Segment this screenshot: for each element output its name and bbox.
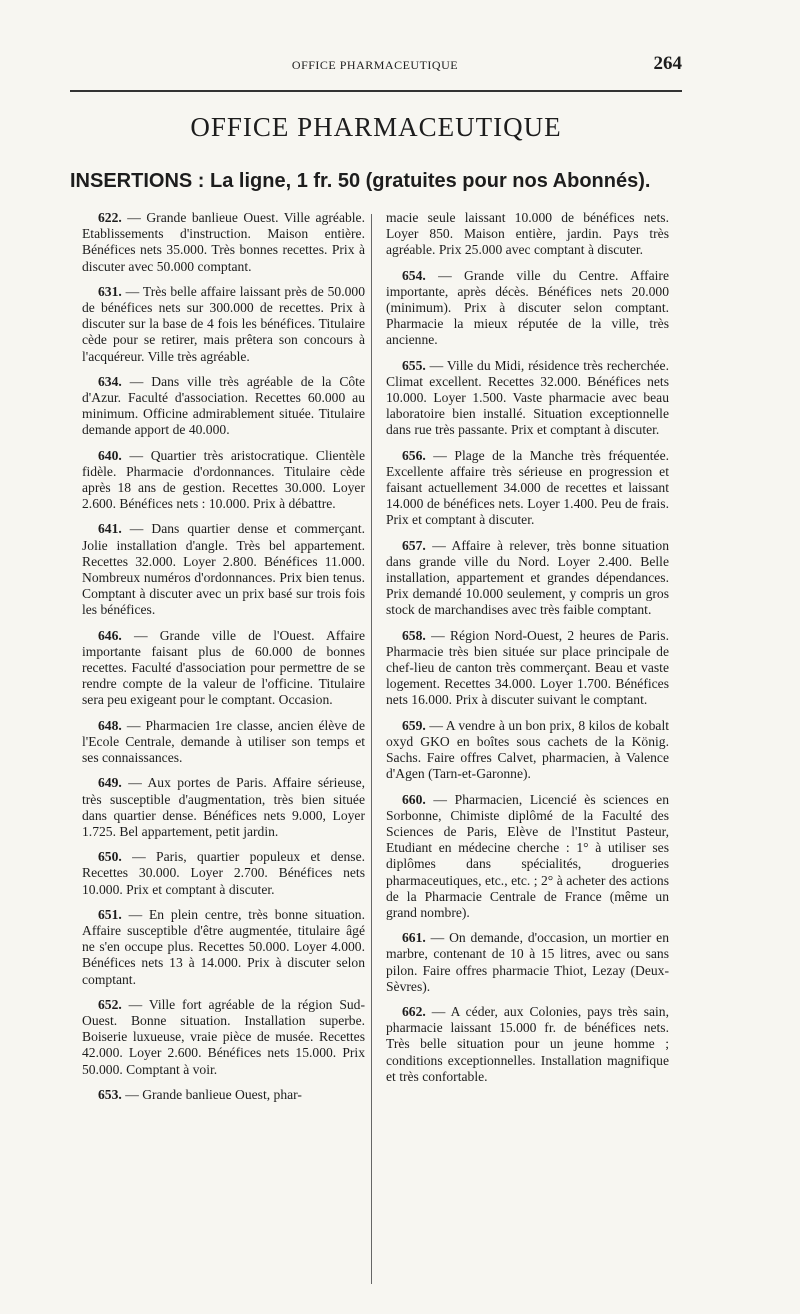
ad-number: 640. bbox=[98, 447, 122, 463]
section-title: OFFICE PHARMACEUTIQUE bbox=[190, 112, 562, 142]
ad-text: — Pharmacien 1re classe, ancien élève de l'Ecole Centrale, demande à utiliser son temps et ses connaissances. bbox=[82, 717, 365, 766]
ad-number: 652. bbox=[98, 996, 122, 1012]
ad-number: 648. bbox=[98, 717, 122, 733]
page-number: 264 bbox=[653, 53, 682, 74]
ad-number: 653. bbox=[98, 1086, 122, 1102]
running-title: OFFICE PHARMACEUTIQUE bbox=[291, 58, 459, 72]
classified-ad bbox=[386, 358, 669, 439]
ad-text: — On demande, d'occasion, un mortier en marbre, contenant de 10 à 15 litres, avec ou sans pilon. Faire offres pharmacie Thiot, Lezay (Deux-Sèvres). bbox=[386, 930, 669, 994]
ad-number: 658. bbox=[402, 627, 426, 643]
ad-number: 654. bbox=[402, 267, 426, 283]
classified-ad bbox=[386, 628, 669, 709]
ad-text: — Aux portes de Paris. Affaire sérieuse, très susceptible d'augmentation, très bien située dans quartier dense. Bénéfices nets 9.000, Loyer 1.725. Bel appartement, petit jardin. bbox=[82, 775, 365, 839]
ad-text: — A céder, aux Colonies, pays très sain, pharmacie laissant 15.000 fr. de bénéfices nets. Très belle situation pour un jeune homme ; conditions exceptionnelles. Installation magnifique et très confortable. bbox=[386, 1003, 669, 1084]
ad-number: 660. bbox=[402, 791, 426, 807]
ad-number: 641. bbox=[98, 521, 122, 537]
ad-number: 659. bbox=[402, 717, 426, 733]
classified-ad bbox=[82, 521, 365, 618]
ad-number: 662. bbox=[402, 1003, 426, 1019]
ad-text: — Grande ville de l'Ouest. Affaire importante faisant plus de 60.000 de bonnes recettes. Faculté d'association pour permettre de se rendre compte de la valeur de l'officine. Titulaire sera peu exigeant pour le comptant. Occasion. bbox=[82, 627, 365, 708]
ad-text: — Grande banlieue Ouest, phar- bbox=[121, 1086, 302, 1102]
ad-text: — Affaire à relever, très bonne situation dans grande ville du Nord. Loyer 2.400. Belle installation, appartement et grandes dépendances. Prix demandé 10.000 seulement, y compris un gros stock de marchandises avec très faible comptant. bbox=[386, 537, 669, 618]
classified-ad bbox=[82, 374, 365, 439]
classified-ad bbox=[386, 930, 669, 995]
classified-ad bbox=[82, 448, 365, 513]
ad-number: 634. bbox=[98, 373, 122, 389]
ad-text: — Très belle affaire laissant près de 50.000 de bénéfices nets sur 300.000 de recettes. Prix à discuter sur la base de 4 fois les bénéfices. Titulaire cède pour se retirer, mais prêtera son concours à l'acquéreur. Ville très agréable. bbox=[82, 283, 365, 364]
ad-number: 661. bbox=[402, 930, 426, 946]
ad-number: 622. bbox=[98, 210, 122, 225]
classified-ad bbox=[82, 997, 365, 1078]
classified-ad bbox=[386, 210, 669, 259]
classified-ad bbox=[82, 718, 365, 767]
ad-number: 649. bbox=[98, 775, 122, 791]
classified-ad bbox=[82, 284, 365, 365]
ad-number: 650. bbox=[98, 849, 122, 865]
classified-ad bbox=[386, 268, 669, 349]
ad-text: — Grande ville du Centre. Affaire importante, après décès. Bénéfices nets 20.000 (minimum). Prix à discuter selon comptant. Pharmacie la mieux réputée de la ville, très ancienne. bbox=[386, 267, 669, 348]
ad-number: 655. bbox=[402, 357, 426, 373]
left-column bbox=[82, 210, 365, 1112]
ad-text: — Dans quartier dense et commerçant. Jolie installation d'angle. Très bel appartement. Recettes 32.000. Loyer 2.800. Bénéfices 11.000. Nombreux numéros d'ordonnances. Prix bien tenus. Comptant à discuter avec un prix basé sur trois fois les bénéfices. bbox=[82, 521, 365, 618]
header-rule bbox=[70, 90, 682, 92]
ad-number: 646. bbox=[98, 627, 122, 643]
ad-number: 631. bbox=[98, 283, 122, 299]
ad-number: 651. bbox=[98, 906, 122, 922]
classified-ad bbox=[82, 775, 365, 840]
ad-text: — En plein centre, très bonne situation. Affaire susceptible d'être augmentée, titulaire âgé ne s'en occupe plus. Recettes 50.000. Loyer 4.000. Bénéfices nets 13 à 14.000. Prix à discuter selon comptant. bbox=[82, 906, 365, 987]
classified-ad bbox=[82, 628, 365, 709]
ad-text: — Ville du Midi, résidence très recherchée. Climat excellent. Recettes 32.000. Bénéfices nets 10.000. Loyer 1.500. Vaste pharmacie avec beau laboratoire bien installé. Situation exceptionnelle dans rue très passante. Prix et comptant à discuter. bbox=[386, 357, 669, 438]
column-divider bbox=[371, 214, 372, 1284]
ad-text: — Plage de la Manche très fréquentée. Excellente affaire très sérieuse en progression et faisant actuellement 34.000 de recettes et laissant 14.000 de bénéfices nets. Loyer 1.400. Peu de frais. Prix et comptant à discuter. bbox=[386, 447, 669, 528]
ad-number: 656. bbox=[402, 447, 426, 463]
ad-text: — Ville fort agréable de la région Sud-Ouest. Bonne situation. Installation superbe. Boiserie luxueuse, vraie pièce de musée. Recettes 42.000. Loyer 2.600. Bénéfices nets 15.000. Prix 50.000. Comptant à voir. bbox=[82, 996, 365, 1077]
ad-text: — Dans ville très agréable de la Côte d'Azur. Faculté d'association. Recettes 60.000 au minimum. Officine admirablement située. Titulaire demande apport de 40.000. bbox=[82, 373, 365, 438]
ad-text: — Quartier très aristocratique. Clientèle fidèle. Pharmacie d'ordonnances. Titulaire cède après 18 ans de gestion. Recettes 30.000. Loyer 2.600. Bénéfices nets : 10.000. Prix à débattre. bbox=[82, 447, 365, 512]
classified-ad bbox=[82, 1087, 365, 1103]
ad-text: — A vendre à un bon prix, 8 kilos de kobalt oxyd GKO en boîtes sous cachets de la König. Sachs. Faire offres Calvet, pharmacien, à Valence d'Agen (Tarn-et-Garonne). bbox=[386, 717, 669, 782]
ad-text: — Pharmacien, Licencié ès sciences en Sorbonne, Chimiste diplômé de la Faculté des Sciences de Paris, Elève de l'Institut Pasteur, Etudiant en médecine cherche : 1° à utiliser ses diplômes dans spécialités, drogueries pharmaceutiques, etc., etc. ; 2° à acheter des actions de la Pharmacie Centrale de France (même un grand nombre). bbox=[386, 791, 669, 920]
right-column bbox=[386, 210, 669, 1094]
classified-ad bbox=[82, 210, 365, 275]
ad-text: macie seule laissant 10.000 de bénéfices nets. Loyer 850. Maison entière, jardin. Pays très agréable. Prix 25.000 avec comptant à discuter. bbox=[386, 210, 669, 258]
insertions-rate-line: INSERTIONS : La ligne, 1 fr. 50 (gratuites pour nos Abonnés). bbox=[70, 170, 651, 192]
classified-ad bbox=[386, 448, 669, 529]
classified-ad bbox=[386, 718, 669, 783]
classified-ad bbox=[386, 538, 669, 619]
ad-text: — Grande banlieue Ouest. Ville agréable. Etablissements d'instruction. Maison entière. Bénéfices nets 35.000. Très bonnes recettes. Prix à discuter avec 50.000 comptant. bbox=[82, 210, 365, 274]
classified-ad bbox=[386, 792, 669, 922]
ad-text: — Paris, quartier populeux et dense. Recettes 30.000. Loyer 2.700. Bénéfices nets 10.000. Prix et comptant à discuter. bbox=[82, 849, 365, 897]
classified-ad bbox=[82, 849, 365, 898]
classified-ad bbox=[386, 1004, 669, 1085]
ad-number: 657. bbox=[402, 537, 426, 553]
ad-text: — Région Nord-Ouest, 2 heures de Paris. Pharmacie très bien située sur place principale de chef-lieu de canton très commerçant. Beau et vaste logement. Recettes 34.000. Loyer 1.700. Bénéfices nets 16.000. Prix à discuter suivant le comptant. bbox=[386, 627, 669, 708]
classified-ad bbox=[82, 907, 365, 988]
